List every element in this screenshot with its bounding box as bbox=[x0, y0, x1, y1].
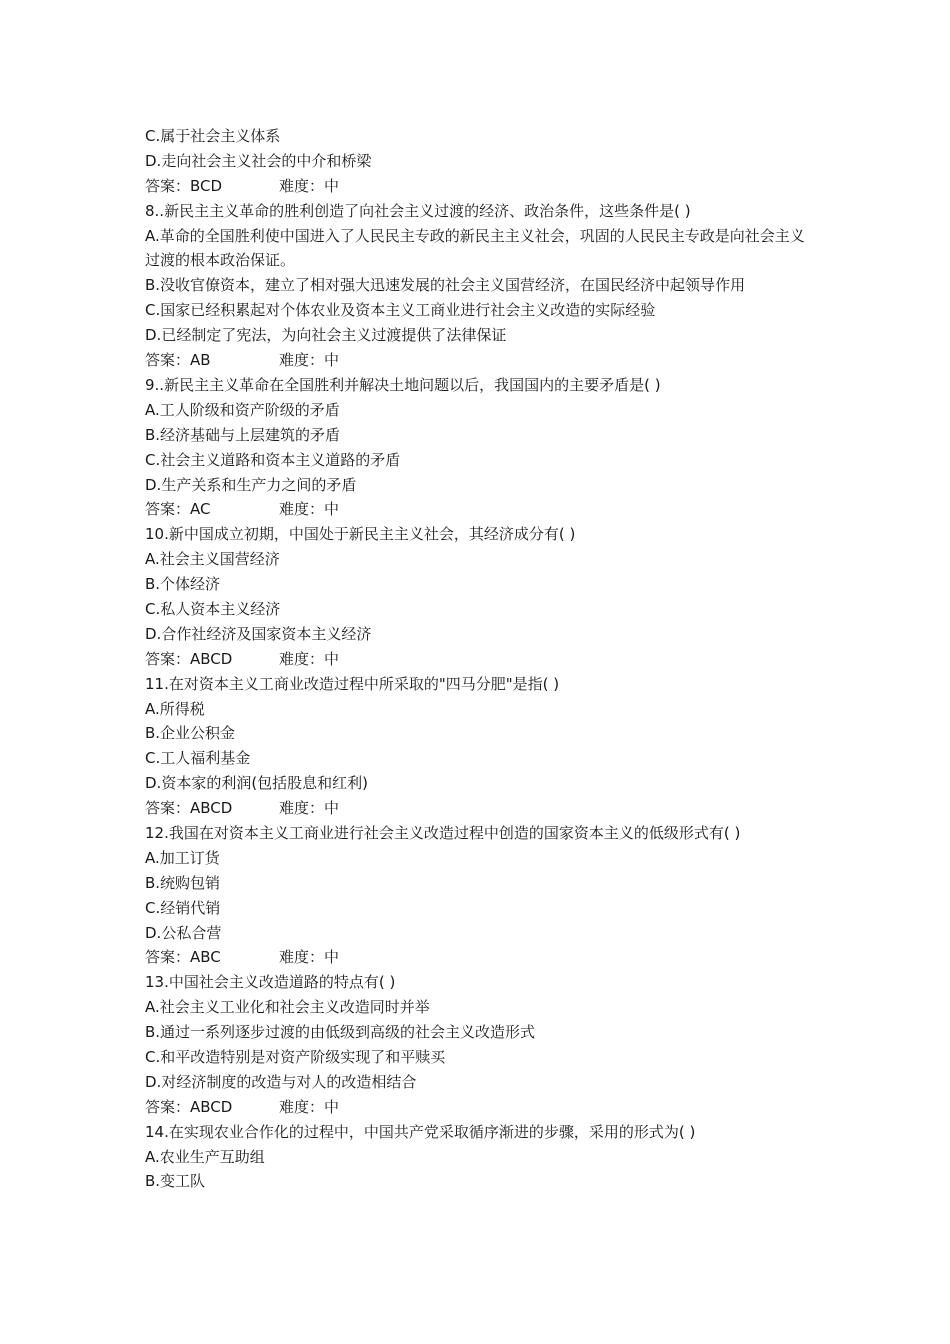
option-line: D.公私合营 bbox=[145, 923, 222, 942]
answer-line bbox=[145, 945, 815, 970]
question-11: 11.在对资本主义工商业改造过程中所采取的"四马分肥"是指( ) bbox=[145, 674, 560, 693]
option-line: B.统购包销 bbox=[145, 873, 221, 892]
difficulty-text: 难度：中 bbox=[279, 1097, 340, 1116]
option-line: A.所得税 bbox=[145, 699, 205, 718]
option-line: A.农业生产互助组 bbox=[145, 1147, 265, 1166]
option-line: A.社会主义国营经济 bbox=[145, 550, 280, 569]
answer-line bbox=[145, 348, 815, 373]
option-line: B.个体经济 bbox=[145, 575, 221, 594]
option-line: C.工人福利基金 bbox=[145, 749, 251, 768]
answer-text: 答案：ABCD bbox=[145, 1097, 233, 1116]
question-12: 12.我国在对资本主义工商业进行社会主义改造过程中创造的国家资本主义的低级形式有( ) bbox=[145, 823, 741, 842]
answer-text: 答案：BCD bbox=[145, 176, 223, 195]
answer-text: 答案：ABCD bbox=[145, 799, 233, 818]
option-line: C.属于社会主义体系 bbox=[145, 127, 281, 145]
option-line: B.通过一系列逐步过渡的由低级到高级的社会主义改造形式 bbox=[145, 1023, 536, 1042]
option-line: C.私人资本主义经济 bbox=[145, 599, 281, 618]
option-line: B.经济基础与上层建筑的矛盾 bbox=[145, 425, 341, 444]
answer-line bbox=[145, 796, 815, 821]
option-line: C.国家已经积累起对个体农业及资本主义工商业进行社会主义改造的实际经验 bbox=[145, 301, 656, 320]
option-line: D.合作社经济及国家资本主义经济 bbox=[145, 624, 372, 643]
option-line: D.已经制定了宪法，为向社会主义过渡提供了法律保证 bbox=[145, 326, 507, 345]
question-14: 14.在实现农业合作化的过程中，中国共产党采取循序渐进的步骤，采用的形式为( ) bbox=[145, 1122, 696, 1141]
option-line: C.和平改造特别是对资产阶级实现了和平赎买 bbox=[145, 1048, 446, 1066]
option-line: B.没收官僚资本，建立了相对强大迅速发展的社会主义国营经济，在国民经济中起领导作用 bbox=[145, 276, 746, 295]
option-line: A.工人阶级和资产阶级的矛盾 bbox=[145, 400, 340, 419]
answer-line bbox=[145, 497, 815, 522]
option-line: C.经销代销 bbox=[145, 898, 221, 917]
document-page bbox=[145, 124, 815, 1194]
difficulty-text: 难度：中 bbox=[279, 351, 340, 370]
question-10: 10.新中国成立初期，中国处于新民主主义社会，其经济成分有( ) bbox=[145, 525, 576, 544]
difficulty-text: 难度：中 bbox=[279, 176, 340, 195]
answer-line bbox=[145, 1095, 815, 1120]
option-line: A.加工订货 bbox=[145, 848, 220, 867]
answer-text: 答案：AC bbox=[145, 500, 211, 519]
difficulty-text: 难度：中 bbox=[279, 500, 340, 519]
question-9: 9..新民主主义革命在全国胜利并解决土地问题以后，我国国内的主要矛盾是( ) bbox=[145, 375, 661, 394]
option-line: D.资本家的利润(包括股息和红利) bbox=[145, 774, 369, 793]
answer-text: 答案：ABCD bbox=[145, 649, 233, 668]
question-13: 13.中国社会主义改造道路的特点有( ) bbox=[145, 973, 396, 992]
difficulty-text: 难度：中 bbox=[279, 649, 340, 668]
difficulty-text: 难度：中 bbox=[279, 799, 340, 818]
option-line: A.革命的全国胜利使中国进入了人民民主专政的新民主主义社会，巩固的人民民主专政是向社会主义过渡的根本政治保证。 bbox=[145, 226, 805, 270]
option-line: B.变工队 bbox=[145, 1172, 206, 1191]
answer-text: 答案：ABC bbox=[145, 948, 221, 967]
option-line: D.生产关系和生产力之间的矛盾 bbox=[145, 475, 357, 494]
answer-line bbox=[145, 647, 815, 672]
option-line: C.社会主义道路和资本主义道路的矛盾 bbox=[145, 450, 401, 469]
answer-line bbox=[145, 174, 815, 199]
option-line: D.对经济制度的改造与对人的改造相结合 bbox=[145, 1072, 417, 1091]
option-line: D.走向社会主义社会的中介和桥梁 bbox=[145, 151, 372, 170]
difficulty-text: 难度：中 bbox=[279, 948, 340, 967]
option-line: B.企业公积金 bbox=[145, 724, 236, 743]
answer-text: 答案：AB bbox=[145, 351, 211, 370]
question-8: 8..新民主主义革命的胜利创造了向社会主义过渡的经济、政治条件，这些条件是( ) bbox=[145, 201, 691, 220]
option-line: A.社会主义工业化和社会主义改造同时并举 bbox=[145, 998, 430, 1017]
